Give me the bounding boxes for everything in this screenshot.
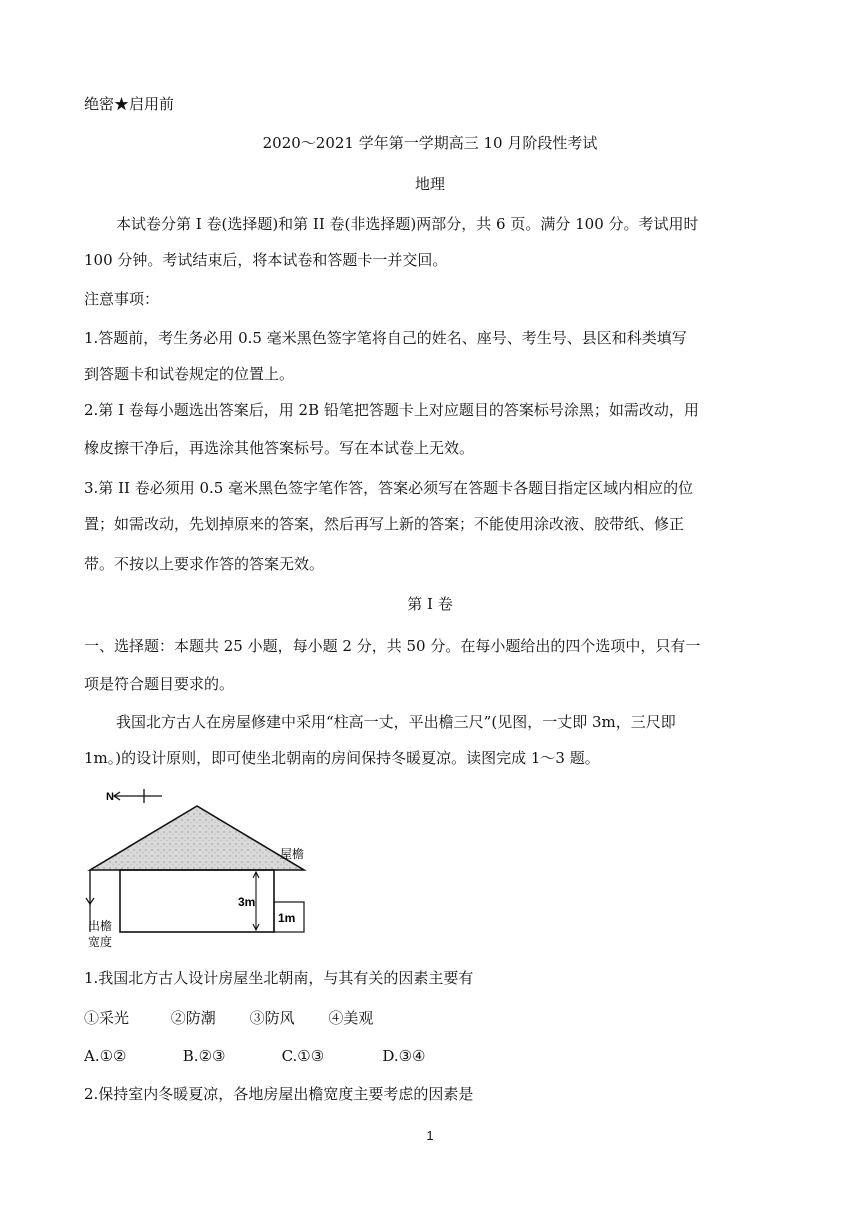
- option-c: C.①③: [281, 1047, 325, 1065]
- notice-line-5: 3.第 II 卷必须用 0.5 毫米黑色签字笔作答，答案必须写在答题卡各题目指定区域内相应的位: [84, 479, 694, 497]
- height-label: 3m: [238, 895, 256, 909]
- question-1-options: [84, 1046, 426, 1066]
- exam-title: 2020～2021 学年第一学期高三 10 月阶段性考试: [262, 134, 598, 152]
- notice-line-1: 1.答题前，考生务必用 0.5 毫米黑色签字笔将自己的姓名、座号、考生号、县区和科类填写: [84, 329, 687, 347]
- page-number: 1: [426, 1128, 434, 1143]
- eave-depth-label: 1m: [278, 911, 296, 925]
- option-b: B.②③: [182, 1047, 226, 1065]
- passage-line-2: 1m。)的设计原则，即可使坐北朝南的房间保持冬暖夏凉。读图完成 1～3 题。: [84, 749, 600, 767]
- factor-1: ①采光: [84, 1009, 130, 1027]
- notice-line-4: 橡皮擦干净后，再选涂其他答案标号。写在本试卷上无效。: [84, 439, 475, 457]
- roof-shape: [90, 806, 304, 870]
- notice-line-2: 到答题卡和试卷规定的位置上。: [84, 365, 295, 383]
- passage-line-1: 我国北方古人在房屋修建中采用“柱高一丈，平出檐三尺”(见图，一丈即 3m，三尺即: [116, 713, 676, 731]
- eave-label: 屋檐: [280, 847, 305, 861]
- notice-line-6: 置；如需改动，先划掉原来的答案，然后再写上新的答案；不能使用涂改液、胶带纸、修正: [84, 515, 685, 533]
- eave-caption-line-1: 出檐: [88, 919, 113, 933]
- factor-4: ④美观: [328, 1009, 374, 1027]
- question-1-stem: 1.我国北方古人设计房屋坐北朝南，与其有关的因素主要有: [84, 969, 474, 987]
- instruction-line-1: 一、选择题：本题共 25 小题，每小题 2 分，共 50 分。在每小题给出的四个选项中，只有一: [84, 637, 701, 655]
- intro-line-2: 100 分钟。考试结束后，将本试卷和答题卡一并交回。: [84, 251, 448, 269]
- north-arrow: [106, 789, 162, 803]
- house-eave-diagram: [84, 782, 314, 952]
- factor-3: ③防风: [249, 1009, 295, 1027]
- intro-line-1: 本试卷分第 I 卷(选择题)和第 II 卷(非选择题)两部分，共 6 页。满分 100 分。考试用时: [116, 215, 699, 233]
- notice-line-7: 带。不按以上要求作答的答案无效。: [84, 555, 325, 573]
- instruction-line-2: 项是符合题目要求的。: [84, 675, 235, 693]
- option-a: A.①②: [84, 1047, 127, 1065]
- part1-title: 第 I 卷: [407, 595, 453, 613]
- question-1-factors: [84, 1008, 373, 1028]
- secret-label: 绝密★启用前: [84, 95, 175, 113]
- north-label: N: [106, 791, 114, 803]
- subject-title: 地理: [414, 175, 445, 193]
- option-d: D.③④: [382, 1047, 426, 1065]
- question-2-stem: 2.保持室内冬暖夏凉，各地房屋出檐宽度主要考虑的因素是: [84, 1085, 474, 1103]
- notice-line-3: 2.第 I 卷每小题选出答案后，用 2B 铅笔把答题卡上对应题目的答案标号涂黑；如需改动，用: [84, 401, 699, 419]
- notice-heading: 注意事项：: [84, 290, 160, 308]
- factor-2: ②防潮: [170, 1009, 216, 1027]
- eave-caption-line-2: 宽度: [88, 935, 113, 949]
